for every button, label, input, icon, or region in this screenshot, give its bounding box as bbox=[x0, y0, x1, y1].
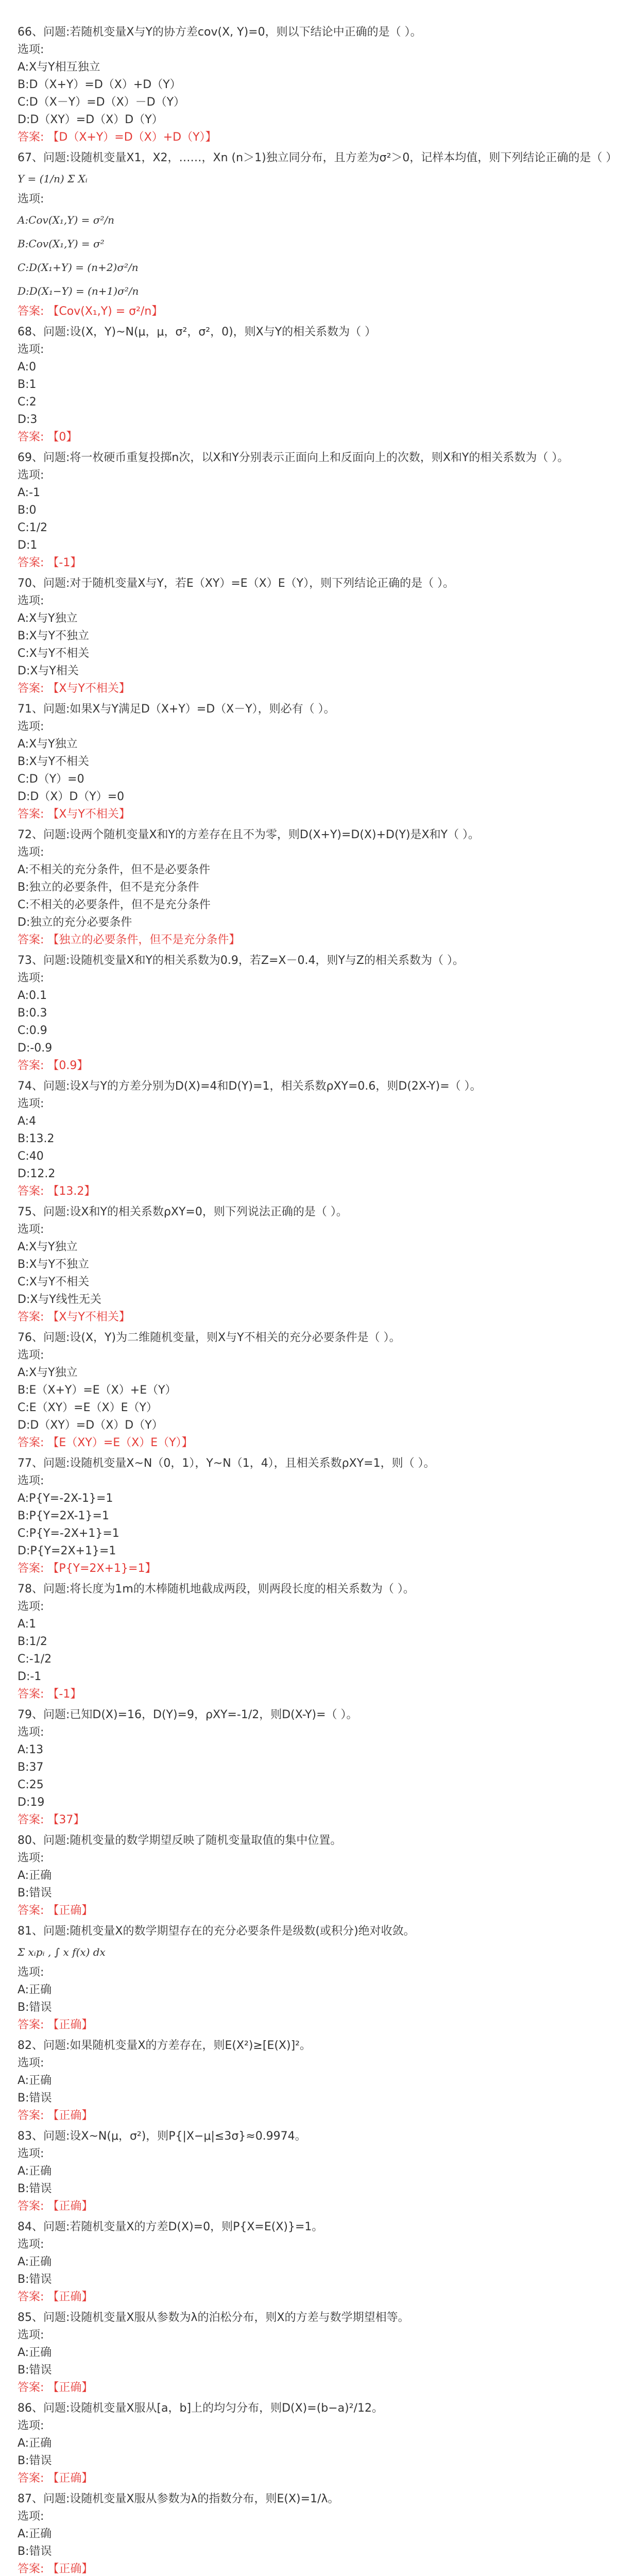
answer-line: 答案: 【0】 bbox=[18, 431, 78, 444]
option-line: 选项: bbox=[18, 720, 44, 733]
option-line: C:E（XY）=E（X）E（Y） bbox=[18, 1401, 158, 1414]
answer-line: 答案: 【正确】 bbox=[18, 2109, 93, 2122]
option-line: A:0.1 bbox=[18, 989, 47, 1002]
answer-line: 答案: 【X与Y不相关】 bbox=[18, 682, 130, 695]
option-line: A:4 bbox=[18, 1115, 37, 1128]
option-line: D:-0.9 bbox=[18, 1042, 53, 1055]
option-line: 选项: bbox=[18, 846, 44, 859]
option-line: D:D（XY）=D（X）D（Y） bbox=[18, 1419, 163, 1432]
option-line: 选项: bbox=[18, 43, 44, 56]
option-line: B:E（X+Y）=E（X）+E（Y） bbox=[18, 1384, 177, 1397]
option-line: 选项: bbox=[18, 469, 44, 482]
option-line: A:X与Y独立 bbox=[18, 612, 78, 625]
option-line: C:25 bbox=[18, 1778, 44, 1791]
option-line: 选项: bbox=[18, 2147, 44, 2160]
option-line: B:13.2 bbox=[18, 1132, 55, 1145]
option-line: 选项: bbox=[18, 2057, 44, 2070]
question-text: 82、问题:如果随机变量X的方差存在，则E(X²)≥[E(X)]²。 bbox=[18, 2039, 311, 2052]
answer-line: 答案: 【正确】 bbox=[18, 2472, 93, 2485]
option-line: B:错误 bbox=[18, 2545, 52, 2558]
option-line: A:正确 bbox=[18, 2437, 52, 2450]
option-line: C:X与Y不相关 bbox=[18, 1276, 90, 1289]
question-text: 77、问题:设随机变量X~N（0，1），Y~N（1，4），且相关系数ρXY=1，则（ ）。 bbox=[18, 1457, 435, 1470]
option-line: A:Cov(X₁,Y) = σ²/n bbox=[18, 214, 115, 226]
question-text: 68、问题:设(X，Y)~N(μ，μ，σ²，σ²，0)，则X与Y的相关系数为（ ） bbox=[18, 326, 376, 338]
option-line: B:X与Y不相关 bbox=[18, 755, 90, 768]
question-text: 86、问题:设随机变量X服从[a，b]上的均匀分布，则D(X)=(b−a)²/12。 bbox=[18, 2402, 383, 2415]
option-line: 选项: bbox=[18, 2419, 44, 2432]
answer-line: 答案: 【-1】 bbox=[18, 1688, 82, 1701]
option-line: B:错误 bbox=[18, 2364, 52, 2377]
option-line: A:正确 bbox=[18, 2074, 52, 2087]
option-line: 选项: bbox=[18, 972, 44, 985]
option-line: A:13 bbox=[18, 1743, 44, 1756]
option-line: A:正确 bbox=[18, 2346, 52, 2359]
option-line: B:1 bbox=[18, 378, 37, 391]
question-text: 81、问题:随机变量X的数学期望存在的充分必要条件是级数(或积分)绝对收敛。 bbox=[18, 1925, 415, 1938]
option-line: 选项: bbox=[18, 1966, 44, 1979]
question-text: 79、问题:已知D(X)=16，D(Y)=9，ρXY=-1/2，则D(X-Y)=（ ）。 bbox=[18, 1708, 358, 1721]
option-line: 选项: bbox=[18, 343, 44, 356]
question-text: 80、问题:随机变量的数学期望反映了随机变量取值的集中位置。 bbox=[18, 1834, 342, 1847]
option-line: C:40 bbox=[18, 1150, 44, 1163]
formula: Y = (1/n) Σ Xᵢ bbox=[18, 173, 88, 185]
answer-line: 答案: 【独立的必要条件，但不是充分条件】 bbox=[18, 934, 241, 946]
question-text: 66、问题:若随机变量X与Y的协方差cov(X, Y)=0，则以下结论中正确的是（ ）。 bbox=[18, 26, 422, 39]
option-line: 选项: bbox=[18, 1223, 44, 1236]
option-line: D:独立的充分必要条件 bbox=[18, 916, 132, 929]
question-text: 75、问题:设X和Y的相关系数ρXY=0，则下列说法正确的是（ ）。 bbox=[18, 1206, 348, 1218]
answer-line: 答案: 【E（XY）=E（X）E（Y）】 bbox=[18, 1436, 193, 1449]
option-line: C:-1/2 bbox=[18, 1653, 52, 1666]
option-line: C:P{Y=-2X+1}=1 bbox=[18, 1527, 119, 1540]
option-line: 选项: bbox=[18, 595, 44, 607]
answer-line: 答案: 【-1】 bbox=[18, 556, 82, 569]
option-line: B:P{Y=2X-1}=1 bbox=[18, 1510, 109, 1522]
question-text: 76、问题:设(X，Y)为二维随机变量，则X与Y不相关的充分必要条件是（ ）。 bbox=[18, 1331, 401, 1344]
question-text: 74、问题:设X与Y的方差分别为D(X)=4和D(Y)=1，相关系数ρXY=0.6，则D(2X-Y)=（ ）。 bbox=[18, 1080, 482, 1093]
option-line: B:37 bbox=[18, 1761, 44, 1774]
option-line: A:-1 bbox=[18, 486, 41, 499]
option-line: D:D（XY）=D（X）D（Y） bbox=[18, 113, 163, 126]
option-line: D:X与Y线性无关 bbox=[18, 1293, 101, 1306]
option-line: A:0 bbox=[18, 361, 37, 374]
option-line: B:X与Y不独立 bbox=[18, 630, 90, 642]
option-line: D:19 bbox=[18, 1796, 45, 1809]
option-line: B:1/2 bbox=[18, 1635, 47, 1648]
question-text: 72、问题:设两个随机变量X和Y的方差存在且不为零，则D(X+Y)=D(X)+D(Y)是X和Y（ ）。 bbox=[18, 828, 480, 841]
answer-line: 答案: 【P{Y=2X+1}=1】 bbox=[18, 1562, 157, 1575]
answer-line: 答案: 【X与Y不相关】 bbox=[18, 808, 130, 821]
answer-line: 答案: 【正确】 bbox=[18, 2291, 93, 2303]
option-line: A:正确 bbox=[18, 1984, 52, 1996]
answer-line: 答案: 【Cov(X₁,Y) = σ²/n】 bbox=[18, 305, 163, 318]
answer-line: 答案: 【D（X+Y）=D（X）+D（Y）】 bbox=[18, 131, 217, 144]
answer-line: 答案: 【正确】 bbox=[18, 2019, 93, 2031]
option-line: A:X与Y独立 bbox=[18, 738, 78, 751]
option-line: B:0 bbox=[18, 504, 37, 517]
option-line: 选项: bbox=[18, 1349, 44, 1362]
option-line: 选项: bbox=[18, 1852, 44, 1865]
answer-line: 答案: 【正确】 bbox=[18, 2563, 93, 2575]
question-text: 70、问题:对于随机变量X与Y，若E（XY）=E（X）E（Y），则下列结论正确的是（ ）。 bbox=[18, 577, 455, 590]
option-line: B:错误 bbox=[18, 2454, 52, 2467]
question-text: 71、问题:如果X与Y满足D（X+Y）=D（X－Y），则必有（ ）。 bbox=[18, 703, 335, 716]
option-line: A:P{Y=-2X-1}=1 bbox=[18, 1492, 113, 1505]
option-line: A:不相关的充分条件，但不是必要条件 bbox=[18, 863, 211, 876]
option-line: D:-1 bbox=[18, 1670, 42, 1683]
option-line: C:D（X－Y）=D（X）－D（Y） bbox=[18, 96, 185, 109]
option-line: B:D（X+Y）=D（X）+D（Y） bbox=[18, 78, 181, 91]
option-line: 选项: bbox=[18, 193, 44, 206]
option-line: D:P{Y=2X+1}=1 bbox=[18, 1545, 116, 1557]
option-line: C:2 bbox=[18, 396, 37, 409]
option-line: A:正确 bbox=[18, 2528, 52, 2540]
question-text: 78、问题:将长度为1m的木棒随机地截成两段，则两段长度的相关系数为（ ）。 bbox=[18, 1583, 415, 1596]
option-line: A:X与Y独立 bbox=[18, 1366, 78, 1379]
option-line: B:Cov(X₁,Y) = σ² bbox=[18, 238, 105, 250]
answer-line: 答案: 【正确】 bbox=[18, 2381, 93, 2394]
option-line: D:X与Y相关 bbox=[18, 665, 79, 677]
option-line: C:不相关的必要条件，但不是充分条件 bbox=[18, 899, 211, 911]
option-line: A:X与Y独立 bbox=[18, 1241, 78, 1253]
option-line: D:3 bbox=[18, 413, 38, 426]
option-line: B:错误 bbox=[18, 2092, 52, 2105]
answer-line: 答案: 【13.2】 bbox=[18, 1185, 96, 1198]
question-text: 83、问题:设X~N(μ，σ²)，则P{|X−μ|≤3σ}≈0.9974。 bbox=[18, 2130, 306, 2143]
option-line: C:D(X₁+Y) = (n+2)σ²/n bbox=[18, 261, 139, 274]
option-line: B:0.3 bbox=[18, 1007, 47, 1020]
option-line: A:1 bbox=[18, 1618, 37, 1631]
question-text: 87、问题:设随机变量X服从参数为λ的指数分布，则E(X)=1/λ。 bbox=[18, 2493, 339, 2505]
question-text: 67、问题:设随机变量X1，X2，……，Xn (n＞1)独立同分布，且方差为σ²＞0，记样本均值，则下列结论正确的是（ ） bbox=[18, 151, 617, 164]
option-line: D:D（X）D（Y）=0 bbox=[18, 790, 125, 803]
option-line: A:正确 bbox=[18, 2256, 52, 2268]
option-line: B:X与Y不独立 bbox=[18, 1258, 90, 1271]
option-line: B:独立的必要条件，但不是充分条件 bbox=[18, 881, 199, 894]
question-text: 73、问题:设随机变量X和Y的相关系数为0.9，若Z=X－0.4，则Y与Z的相关系数为（ ）。 bbox=[18, 954, 464, 967]
answer-line: 答案: 【X与Y不相关】 bbox=[18, 1311, 130, 1324]
option-line: C:0.9 bbox=[18, 1024, 47, 1037]
answer-line: 答案: 【正确】 bbox=[18, 2200, 93, 2213]
option-line: 选项: bbox=[18, 1475, 44, 1487]
option-line: D:12.2 bbox=[18, 1167, 56, 1180]
option-line: B:错误 bbox=[18, 1887, 52, 1900]
option-line: B:错误 bbox=[18, 2001, 52, 2014]
option-line: 选项: bbox=[18, 2238, 44, 2251]
option-line: 选项: bbox=[18, 1097, 44, 1110]
option-line: C:X与Y不相关 bbox=[18, 647, 90, 660]
option-line: C:D（Y）=0 bbox=[18, 773, 84, 786]
option-line: A:X与Y相互独立 bbox=[18, 61, 100, 74]
formula: Σ xᵢpᵢ , ∫ x f(x) dx bbox=[18, 1946, 106, 1958]
option-line: 选项: bbox=[18, 2329, 44, 2342]
answer-line: 答案: 【37】 bbox=[18, 1814, 85, 1826]
option-line: D:1 bbox=[18, 539, 38, 552]
option-line: B:错误 bbox=[18, 2182, 52, 2195]
answer-line: 答案: 【正确】 bbox=[18, 1904, 93, 1917]
question-text: 84、问题:若随机变量X的方差D(X)=0，则P{X=E(X)}=1。 bbox=[18, 2221, 323, 2233]
question-text: 85、问题:设随机变量X服从参数为λ的泊松分布，则X的方差与数学期望相等。 bbox=[18, 2311, 409, 2324]
option-line: A:正确 bbox=[18, 2165, 52, 2178]
question-text: 69、问题:将一枚硬币重复投掷n次，以X和Y分别表示正面向上和反面向上的次数，则X和Y的相关系数为（ ）。 bbox=[18, 451, 569, 464]
option-line: 选项: bbox=[18, 1726, 44, 1739]
option-line: A:正确 bbox=[18, 1869, 52, 1882]
option-line: B:错误 bbox=[18, 2273, 52, 2286]
option-line: 选项: bbox=[18, 2510, 44, 2523]
answer-line: 答案: 【0.9】 bbox=[18, 1059, 89, 1072]
option-line: 选项: bbox=[18, 1600, 44, 1613]
option-line: C:1/2 bbox=[18, 521, 48, 534]
option-line: D:D(X₁−Y) = (n+1)σ²/n bbox=[18, 285, 139, 297]
